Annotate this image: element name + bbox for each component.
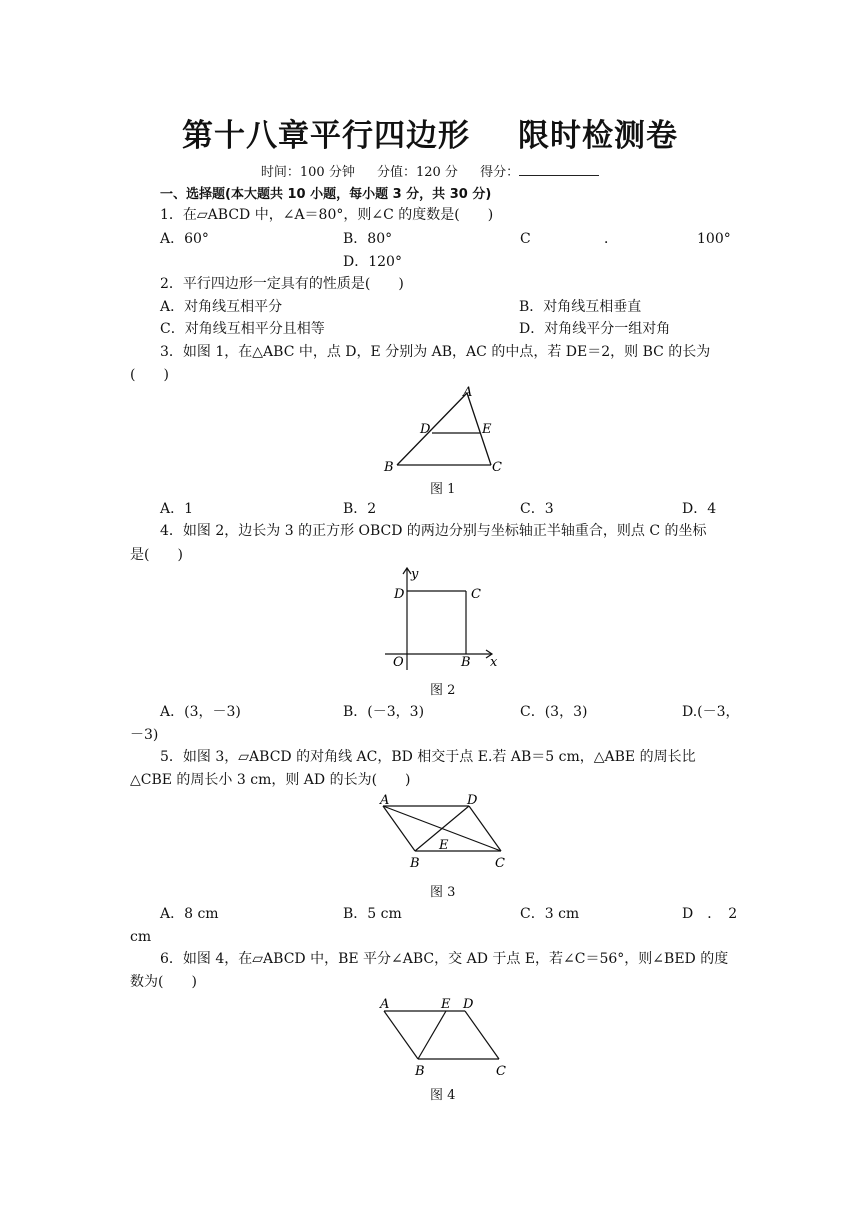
q2-option-d: D．对角线平分一组对角 [519,321,671,337]
q3-stem-line1: 3．如图 1，在△ABC 中，点 D，E 分别为 AB，AC 的中点，若 DE＝2，则 BC 的长为 [160,344,711,360]
fig3-label-a: A [380,793,390,808]
page-title [0,110,860,155]
q4-option-b: B．(－3，3) [343,704,425,720]
fig2-label-b: B [461,655,471,670]
q5-option-d-cont: cm [130,929,152,945]
q1-option-c-value: 100° [697,231,731,247]
q1-option-c-letter: C [520,231,531,247]
q2-option-b: B．对角线互相垂直 [519,299,642,315]
fig4-label-d: D [463,997,474,1012]
q2-option-c: C．对角线互相平分且相等 [160,321,325,337]
fig2-label-y: y [411,567,419,582]
figure-1-caption: 图 1 [430,482,456,497]
q1-option-b: B．80° [343,231,393,247]
score-label: 分值：120 分 [376,165,458,180]
q4-option-d-cont: －3) [130,727,159,743]
figure-1-triangle [380,380,510,475]
q3-option-c: C．3 [520,501,554,517]
q1-option-c-dot: ． [604,231,618,247]
q1-stem: 1．在▱ABCD 中，∠A＝80°，则∠C 的度数是( ) [160,207,494,223]
figure-4-caption: 图 4 [430,1088,456,1103]
fig1-label-e: E [482,422,492,437]
q1-option-a: A．60° [160,231,209,247]
q2-option-a: A．对角线互相平分 [160,299,283,315]
q3-option-d: D．4 [682,501,717,517]
figure-3-caption: 图 3 [430,885,456,900]
figure-2-coordinate-square [380,562,510,674]
q5-stem-line2: △CBE 的周长小 3 cm，则 AD 的长为( ) [130,772,411,788]
fig3-label-b: B [410,856,420,871]
time-label: 时间：100 分钟 [260,165,355,180]
fig4-label-e: E [441,997,451,1012]
q4-option-d: D.(－3， [682,704,740,720]
q5-option-a: A．8 cm [160,906,219,922]
q6-stem-line1: 6．如图 4，在▱ABCD 中，BE 平分∠ABC，交 AD 于点 E，若∠C＝56°，则∠BED 的度 [160,951,729,967]
fig1-label-c: C [492,460,502,475]
q3-option-b: B．2 [343,501,377,517]
figure-3-parallelogram [375,792,515,874]
q4-option-c: C．(3，3) [520,704,588,720]
fig3-label-d: D [467,793,478,808]
title-test: 限时检测卷 [518,118,678,154]
figure-4-parallelogram [375,993,515,1081]
fig1-label-a: A [463,385,473,400]
fig2-label-c: C [471,587,481,602]
fig2-label-x: x [490,655,498,670]
q3-option-a: A．1 [160,501,194,517]
fig4-label-c: C [496,1064,506,1079]
fig4-label-a: A [380,997,390,1012]
q1-option-d: D．120° [343,254,402,270]
figure-2-caption: 图 2 [430,683,456,698]
fig2-label-d: D [394,587,405,602]
title-chapter: 第十八章平行四边形 [182,118,470,154]
q2-stem: 2．平行四边形一定具有的性质是( ) [160,276,404,292]
exam-meta [0,161,860,180]
q4-stem-line1: 4．如图 2，边长为 3 的正方形 OBCD 的两边分别与坐标轴正半轴重合，则点 C 的坐标 [160,523,707,539]
fig1-label-d: D [420,422,431,437]
q5-option-b: B．5 cm [343,906,402,922]
q5-stem-line1: 5．如图 3，▱ABCD 的对角线 AC，BD 相交于点 E.若 AB＝5 cm，△ABE 的周长比 [160,749,696,765]
fig1-label-b: B [384,460,394,475]
fig4-label-b: B [415,1064,425,1079]
fig3-label-e: E [439,838,449,853]
q6-stem-line2: 数为( ) [130,974,197,990]
score-blank [519,163,599,176]
q3-stem-line2: ( ) [130,367,169,383]
q5-option-d: D ． 2 [682,906,738,922]
got-label: 得分： [480,165,520,180]
fig2-label-o: O [393,655,404,670]
fig3-label-c: C [495,856,505,871]
q4-option-a: A．(3，－3) [160,704,241,720]
q4-stem-line2: 是( ) [130,547,183,563]
q5-option-c: C．3 cm [520,906,580,922]
section-heading: 一、选择题(本大题共 10 小题，每小题 3 分，共 30 分) [160,187,492,202]
